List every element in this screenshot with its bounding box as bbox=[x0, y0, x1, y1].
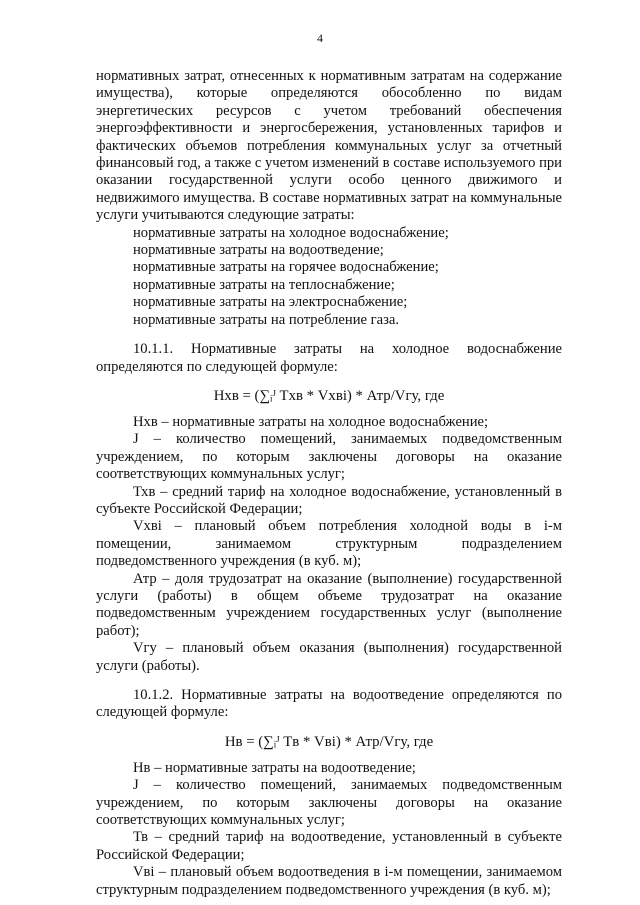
list-item: нормативные затраты на потребление газа. bbox=[133, 311, 399, 328]
definition: Vхвi – плановый объем потребления холодной воды в i-м помещении, занимаемом структурным подразделением подведомственного учреждения (в куб. м); bbox=[96, 518, 562, 570]
definition: J – количество помещений, занимаемых подведомственным учреждением, по которым заключены договоры на оказание соответствующих коммунальных услуг; bbox=[96, 431, 562, 483]
section-heading: 10.1.2. Нормативные затраты на водоотведение определяются по следующей формуле: bbox=[96, 687, 562, 721]
definition: Vвi – плановый объем водоотведения в i-м помещении, занимаемом структурным подразделением подведомственного учреждения (в куб. м); bbox=[96, 864, 562, 898]
formula-cold-water: Нхв = (∑ᵢᴶ Tхв * Vхвi) * Атр/Vгу, где bbox=[213, 387, 445, 404]
formula-wastewater: Нв = (∑ᵢᴶ Tв * Vвi) * Атр/Vгу, где bbox=[224, 733, 434, 750]
definition: Тв – средний тариф на водоотведение, установленный в субъекте Российской Федерации; bbox=[96, 829, 562, 863]
list-item: нормативные затраты на горячее водоснабжение; bbox=[133, 259, 439, 276]
list-item: нормативные затраты на теплоснабжение; bbox=[133, 276, 395, 293]
definition: J – количество помещений, занимаемых подведомственным учреждением, по которым заключены договоры на оказание соответствующих коммунальных услуг; bbox=[96, 777, 562, 829]
definition: Нв – нормативные затраты на водоотведение; bbox=[133, 759, 416, 776]
intro-paragraph: нормативных затрат, отнесенных к нормативным затратам на содержание имущества), которые определяются обособленно по видам энергетических ресурсов с учетом требований обеспечения энергоэффективности и энергосбережения, установленных тарифов и фактических объемов потребления коммунальных услуг за отчетный финансовый год, а также с учетом изменений в составе используемого при оказании государственной услуги особо ценного движимого и недвижимого имущества. В составе нормативных затрат на коммунальные услуги учитываются следующие затраты: bbox=[96, 68, 562, 224]
cost-types-list bbox=[96, 225, 562, 329]
definition: Vгу – плановый объем оказания (выполнения) государственной услуги (работы). bbox=[96, 640, 562, 674]
section-cold-water bbox=[96, 341, 562, 675]
list-item: нормативные затраты на водоотведение; bbox=[133, 242, 384, 259]
definition: Атр – доля трудозатрат на оказание (выполнение) государственной услуги (работы) в общем объеме трудозатрат на оказание подведомственным учреждением государственных услуг (выполнение работ); bbox=[96, 570, 562, 639]
definition: Нхв – нормативные затраты на холодное водоснабжение; bbox=[133, 413, 489, 430]
section-wastewater bbox=[96, 687, 562, 899]
page-number: 4 bbox=[317, 31, 323, 45]
list-item: нормативные затраты на холодное водоснабжение; bbox=[133, 224, 449, 241]
section-heading: 10.1.1. Нормативные затраты на холодное водоснабжение определяются по следующей формуле: bbox=[96, 341, 562, 375]
document-body bbox=[96, 68, 562, 899]
definition: Тхв – средний тариф на холодное водоснабжение, установленный в субъекте Российской Федерации; bbox=[96, 483, 562, 517]
list-item: нормативные затраты на электроснабжение; bbox=[133, 294, 408, 311]
